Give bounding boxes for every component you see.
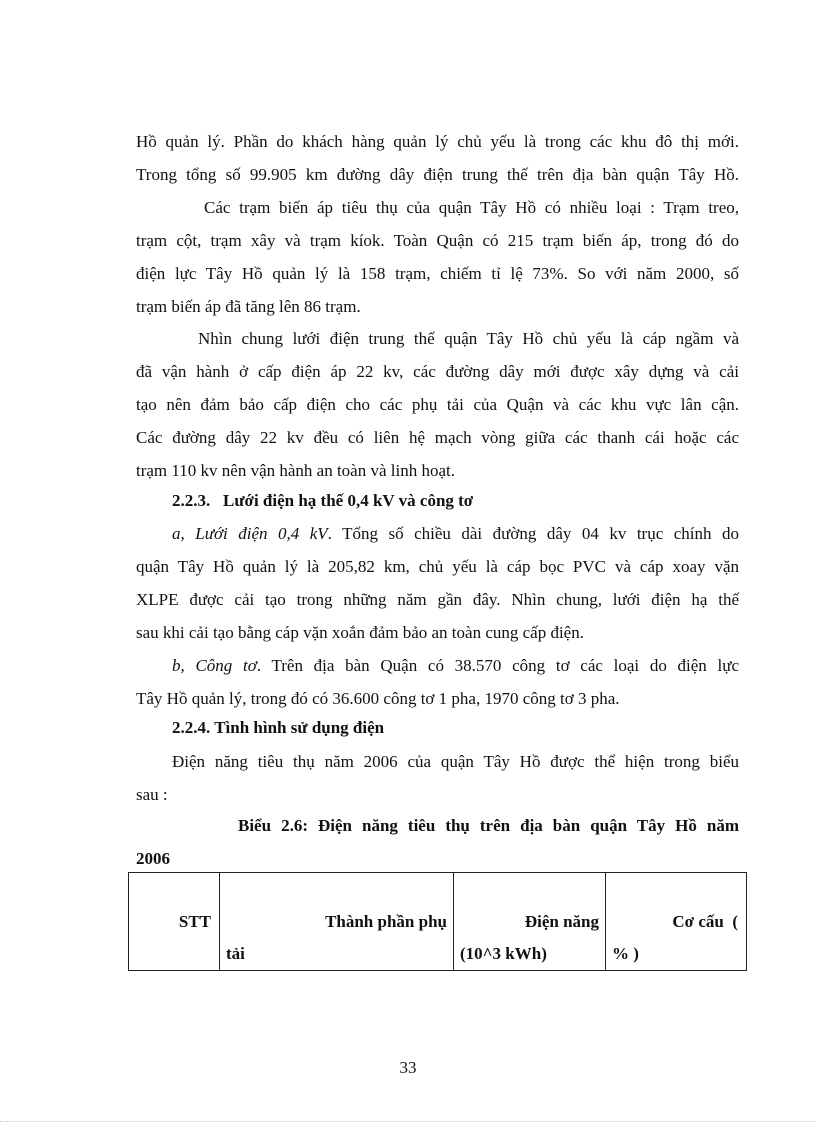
para-a-label: a, Lưới điện 0,4 kV [172,524,328,543]
para-a-line-2: quận Tây Hồ quản lý là 205,82 km, chủ yếu là cáp bọc PVC và cáp xoay vặn [136,557,739,576]
body-line-10: Các đường dây 22 kv đều có liên hệ mạch vòng giữa các thanh cái hoặc các [136,428,739,447]
body-line-1: Hồ quản lý. Phần do khách hàng quản lý chủ yếu là trong các khu đô thị mới. [136,132,739,151]
body-line-11: trạm 110 kv nên vận hành an toàn và linh hoạt. [136,461,455,480]
body-line-8: đã vận hành ở cấp điện áp 22 kv, các đường dây mới được xây dựng và cải [136,362,739,381]
header-energy [454,873,606,971]
body-line-5: điện lực Tây Hồ quản lý là 158 trạm, chiếm tỉ lệ 73%. So với năm 2000, số [136,264,739,283]
para-b-label: b, Công tơ [172,656,257,675]
section-heading-2-2-4: 2.2.4. Tình hình sử dụng điện [172,718,385,737]
body-line-9: tạo nên đảm bảo cấp điện cho các phụ tải của Quận và các khu vực lân cận. [136,395,739,414]
header-component-line-2: tải [226,944,245,963]
consumption-line-2: sau : [136,785,168,804]
header-structure-line-2: % ) [612,944,639,963]
table-caption-line-1: Biểu 2.6: Điện năng tiêu thụ trên địa bàn quận Tây Hồ năm [238,816,739,835]
body-line-6: trạm biến áp đã tăng lên 86 trạm. [136,297,361,316]
header-structure-line-1: Cơ cấu ( [672,912,738,931]
body-line-2: Trong tổng số 99.905 km đường dây điện trung thế trên địa bàn quận Tây Hồ. [136,165,739,184]
para-a-first-text: . Tổng số chiều dài đường dây 04 kv trục chính do [327,524,739,543]
header-component [220,873,454,971]
page-bottom-divider [0,1121,816,1122]
para-a-first-line [172,523,739,545]
header-stt [129,873,220,971]
body-line-3: Các trạm biến áp tiêu thụ của quận Tây Hồ có nhiều loại : Trạm treo, [204,198,739,217]
section-heading-2-2-3: 2.2.3. Lưới điện hạ thế 0,4 kV và công tơ [172,491,474,510]
para-a-line-3: XLPE được cải tạo trong những năm gần đây. Nhìn chung, lưới điện hạ thế [136,590,739,609]
header-energy-line-1: Điện năng [524,912,599,931]
para-b-first-line [172,655,739,677]
table-header-row [129,873,747,971]
para-b-line-2: Tây Hồ quản lý, trong đó có 36.600 công tơ 1 pha, 1970 công tơ 3 pha. [136,689,620,708]
consumption-line-1: Điện năng tiêu thụ năm 2006 của quận Tây Hồ được thể hiện trong biểu [172,752,739,771]
para-b-first-text: . Trên địa bàn Quận có 38.570 công tơ các loại do điện lực [256,656,739,675]
page-number: 33 [399,1058,417,1077]
table-caption-line-2: 2006 [136,849,170,868]
para-a-line-4: sau khi cải tạo bằng cáp vặn xoắn đảm bảo an toàn cung cấp điện. [136,623,584,642]
body-line-4: trạm cột, trạm xây và trạm kíok. Toàn Quận có 215 trạm biến áp, trong đó do [136,231,739,250]
consumption-table [128,872,747,971]
header-structure [606,873,747,971]
header-stt-label: STT [178,912,211,931]
header-energy-line-2: (10^3 kWh) [460,944,547,963]
body-line-7: Nhìn chung lưới điện trung thế quận Tây Hồ chủ yếu là cáp ngầm và [198,329,739,348]
header-component-line-1: Thành phần phụ [325,912,447,931]
